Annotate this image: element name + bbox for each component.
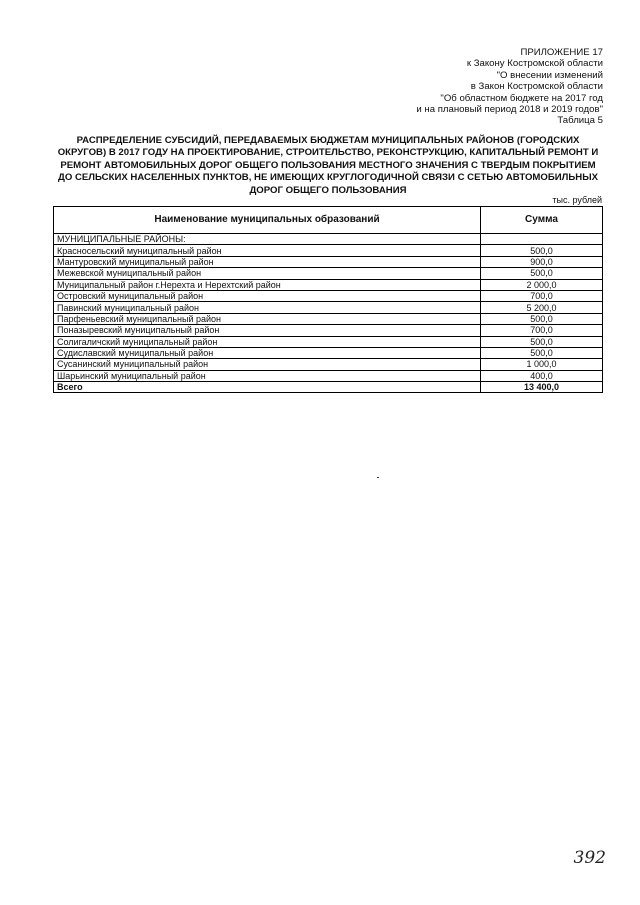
scan-speck — [377, 477, 379, 478]
column-header-sum: Сумма — [481, 207, 603, 234]
table-row — [54, 313, 603, 324]
header-line: "Об областном бюджете на 2017 год — [440, 92, 603, 104]
handwritten-page-number: 392 — [573, 848, 606, 868]
district-sum: 5 200,0 — [481, 302, 603, 313]
document-title — [50, 135, 606, 197]
header-line: к Закону Костромской области — [466, 58, 603, 70]
district-sum: 1 000,0 — [481, 359, 603, 370]
district-name: Солигаличский муниципальный район — [54, 336, 481, 347]
title-line: ДОРОГ ОБЩЕГО ПОЛЬЗОВАНИЯ — [249, 184, 407, 196]
district-sum: 900,0 — [481, 256, 603, 267]
header-line: и на плановый период 2018 и 2019 годов" — [416, 104, 603, 116]
table-row — [54, 268, 603, 279]
title-line: ДО СЕЛЬСКИХ НАСЕЛЕННЫХ ПУНКТОВ, НЕ ИМЕЮЩИХ КРУГЛОГОДИЧНОЙ СВЯЗИ С СЕТЬЮ АВТОМОБИЛЬНЫХ — [58, 172, 598, 184]
subsidy-table — [53, 206, 603, 393]
header-line: в Закон Костромской области — [470, 81, 603, 93]
district-sum: 2 000,0 — [481, 279, 603, 290]
district-sum: 500,0 — [481, 336, 603, 347]
district-name: Островский муниципальный район — [54, 290, 481, 301]
district-sum: 500,0 — [481, 245, 603, 256]
title-line: РАСПРЕДЕЛЕНИЕ СУБСИДИЙ, ПЕРЕДАВАЕМЫХ БЮДЖЕТАМ МУНИЦИПАЛЬНЫХ РАЙОНОВ (ГОРОДСКИХ — [76, 135, 580, 146]
district-sum: 700,0 — [481, 325, 603, 336]
table-row — [54, 256, 603, 267]
district-name: Муниципальный район г.Нерехта и Нерехтский район — [54, 279, 481, 290]
table-row — [54, 336, 603, 347]
section-row — [54, 234, 603, 245]
total-sum: 13 400,0 — [481, 382, 603, 393]
column-header-name: Наименование муниципальных образований — [54, 207, 481, 234]
district-name: Шарьинский муниципальный район — [54, 370, 481, 381]
table-row — [54, 245, 603, 256]
header-line: "О внесении изменений — [496, 69, 603, 81]
table-header-row — [54, 207, 603, 234]
district-name: Межевской муниципальный район — [54, 268, 481, 279]
total-label: Всего — [54, 382, 481, 393]
district-name: Красносельский муниципальный район — [54, 245, 481, 256]
table-row — [54, 347, 603, 358]
table-row — [54, 290, 603, 301]
table-row — [54, 302, 603, 313]
section-sum-empty — [481, 234, 603, 245]
appendix-header — [416, 47, 603, 127]
header-line: ПРИЛОЖЕНИЕ 17 — [520, 47, 603, 58]
district-name: Сусанинский муниципальный район — [54, 359, 481, 370]
table-row — [54, 279, 603, 290]
section-label: МУНИЦИПАЛЬНЫЕ РАЙОНЫ: — [54, 234, 481, 245]
district-sum: 500,0 — [481, 268, 603, 279]
table-row — [54, 359, 603, 370]
district-name: Мантуровский муниципальный район — [54, 256, 481, 267]
district-sum: 500,0 — [481, 347, 603, 358]
total-row — [54, 382, 603, 393]
district-name: Поназыревский муниципальный район — [54, 325, 481, 336]
district-sum: 700,0 — [481, 290, 603, 301]
table-row — [54, 325, 603, 336]
title-line: РЕМОНТ АВТОМОБИЛЬНЫХ ДОРОГ ОБЩЕГО ПОЛЬЗОВАНИЯ МЕСТНОГО ЗНАЧЕНИЯ С ТВЕРДЫМ ПОКРЫТИЕМ — [60, 159, 596, 171]
title-line: ОКРУГОВ) В 2017 ГОДУ НА ПРОЕКТИРОВАНИЕ, СТРОИТЕЛЬСТВО, РЕКОНСТРУКЦИЮ, КАПИТАЛЬНЫЙ РЕМОНТ И — [57, 147, 599, 159]
district-name: Парфеньевский муниципальный район — [54, 313, 481, 324]
units-label: тыс. рублей — [552, 195, 602, 205]
district-name: Судиславский муниципальный район — [54, 347, 481, 358]
header-line: Таблица 5 — [557, 115, 603, 127]
district-sum: 500,0 — [481, 313, 603, 324]
table-row — [54, 370, 603, 381]
district-sum: 400,0 — [481, 370, 603, 381]
district-name: Павинский муниципальный район — [54, 302, 481, 313]
